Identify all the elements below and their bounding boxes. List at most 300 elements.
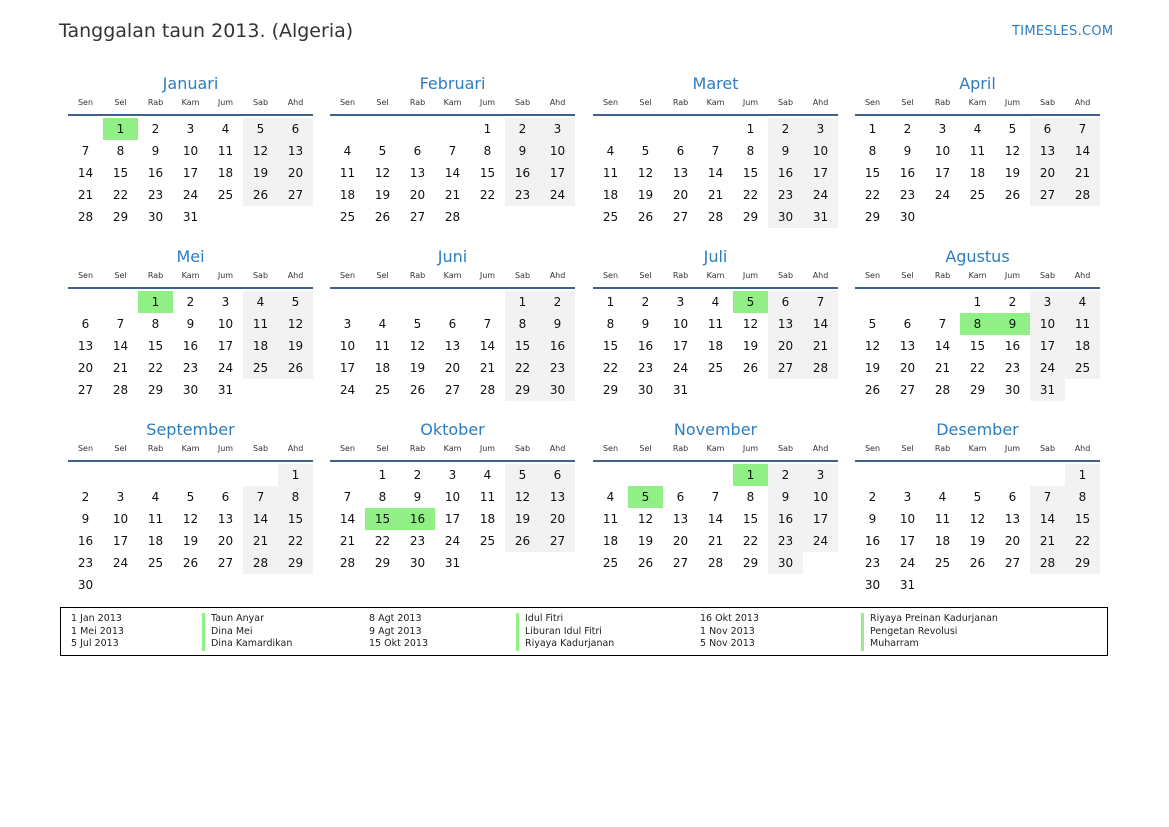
weekday-label: Ahd (1074, 98, 1091, 107)
weekday-label: Kam (706, 271, 725, 280)
weekday-label: Rab (409, 444, 426, 453)
empty-day-cell (540, 206, 575, 228)
empty-day-cell (698, 118, 733, 140)
week-row (68, 486, 313, 508)
weekday-label: Sab (252, 98, 269, 107)
month-name: Oktober (420, 420, 485, 439)
day-cell: 19 (243, 162, 278, 184)
day-cell: 15 (602, 339, 619, 353)
week-row (855, 118, 1100, 140)
day-cell: 31 (182, 210, 199, 224)
day-cell: 20 (77, 361, 94, 375)
day-cell: 10 (934, 144, 951, 158)
day-cell: 19 (969, 534, 986, 548)
week-row (855, 552, 1100, 574)
day-cell: 20 (672, 534, 689, 548)
week-row (330, 508, 575, 530)
day-cell: 22 (374, 534, 391, 548)
weekday-label: Sen (77, 444, 94, 453)
day-cell: 8 (868, 144, 877, 158)
day-cell: 4 (606, 490, 615, 504)
day-cell: 7 (1065, 118, 1100, 140)
day-cell: 1 (973, 295, 982, 309)
day-cell: 21 (112, 361, 129, 375)
empty-day-cell (925, 464, 960, 486)
month-juli (593, 245, 838, 401)
day-cell: 2 (186, 295, 195, 309)
weekday-label: Sel (114, 271, 127, 280)
weekday-header (68, 269, 313, 289)
weekday-label: Kam (968, 271, 987, 280)
day-cell: 24 (1030, 357, 1065, 379)
legend-holiday-name: Riyaya Preinan Kadurjanan (861, 613, 998, 626)
empty-day-cell (628, 118, 663, 140)
day-cell: 10 (803, 140, 838, 162)
day-cell: 9 (540, 313, 575, 335)
day-cell: 24 (339, 383, 356, 397)
holiday-day-cell: 16 (400, 508, 435, 530)
day-cell: 25 (339, 210, 356, 224)
day-cell: 10 (112, 512, 129, 526)
week-row (855, 574, 1100, 596)
day-cell: 30 (864, 578, 881, 592)
legend-holiday-name: Pengetan Revolusi (861, 626, 998, 639)
day-cell: 19 (864, 361, 881, 375)
day-cell: 7 (938, 317, 947, 331)
day-cell: 16 (1004, 339, 1021, 353)
day-cell: 25 (1065, 357, 1100, 379)
day-cell: 21 (339, 534, 356, 548)
month-name: April (959, 74, 996, 93)
weekday-label: Kam (181, 98, 200, 107)
empty-day-cell (103, 464, 138, 486)
empty-day-cell (1030, 206, 1065, 228)
empty-day-cell (68, 291, 103, 313)
week-row (330, 464, 575, 486)
day-cell: 28 (803, 357, 838, 379)
empty-day-cell (173, 574, 208, 596)
day-cell: 26 (182, 556, 199, 570)
weekday-header (855, 269, 1100, 289)
day-cell: 17 (112, 534, 129, 548)
day-cell: 17 (444, 512, 461, 526)
day-cell: 6 (278, 118, 313, 140)
empty-day-cell (400, 291, 435, 313)
day-cell: 31 (672, 383, 689, 397)
day-cell: 23 (864, 556, 881, 570)
day-cell: 28 (934, 383, 951, 397)
day-cell: 14 (444, 166, 461, 180)
day-cell: 9 (768, 140, 803, 162)
day-cell: 14 (803, 313, 838, 335)
day-cell: 28 (243, 552, 278, 574)
empty-day-cell (1065, 206, 1100, 228)
empty-day-cell (1030, 574, 1065, 596)
day-cell: 11 (217, 144, 234, 158)
weekday-label: Rab (672, 271, 689, 280)
weekday-label: Sab (514, 444, 531, 453)
day-cell: 23 (540, 357, 575, 379)
weekday-label: Ahd (287, 444, 304, 453)
week-row (593, 530, 838, 552)
weekday-label: Kam (443, 444, 462, 453)
empty-day-cell (505, 552, 540, 574)
weekday-label: Rab (934, 444, 951, 453)
weekday-label: Kam (706, 444, 725, 453)
week-row (855, 184, 1100, 206)
day-cell: 7 (116, 317, 125, 331)
day-cell: 4 (343, 144, 352, 158)
day-cell: 27 (77, 383, 94, 397)
empty-day-cell (855, 291, 890, 313)
weekday-label: Sel (114, 444, 127, 453)
day-cell: 23 (899, 188, 916, 202)
empty-day-cell (960, 464, 995, 486)
day-cell: 3 (676, 295, 685, 309)
day-cell: 25 (479, 534, 496, 548)
day-cell: 15 (969, 339, 986, 353)
weekday-label: Rab (934, 271, 951, 280)
day-cell: 17 (803, 508, 838, 530)
day-cell: 30 (768, 552, 803, 574)
week-row (855, 508, 1100, 530)
empty-day-cell (925, 206, 960, 228)
day-cell: 14 (243, 508, 278, 530)
week-row (855, 206, 1100, 228)
week-row (593, 140, 838, 162)
month-name: Januari (162, 74, 219, 93)
day-cell: 28 (707, 210, 724, 224)
empty-day-cell (278, 206, 313, 228)
day-cell: 26 (1004, 188, 1021, 202)
legend-dates-col-3 (700, 613, 759, 651)
empty-day-cell (330, 464, 365, 486)
day-cell: 18 (602, 534, 619, 548)
day-cell: 6 (676, 490, 685, 504)
legend-date: 9 Agt 2013 (369, 625, 422, 637)
day-cell: 27 (672, 210, 689, 224)
weekday-label: Jum (742, 98, 759, 107)
day-cell: 4 (606, 144, 615, 158)
holiday-day-cell: 15 (365, 508, 400, 530)
week-row (68, 379, 313, 401)
weekday-header (593, 269, 838, 289)
day-cell: 9 (768, 486, 803, 508)
day-cell: 18 (339, 188, 356, 202)
legend-names-col-3 (861, 613, 998, 651)
day-cell: 14 (479, 339, 496, 353)
weekday-label: Sel (114, 98, 127, 107)
weekday-label: Ahd (549, 271, 566, 280)
weekday-label: Kam (968, 98, 987, 107)
day-cell: 22 (1065, 530, 1100, 552)
empty-day-cell (278, 574, 313, 596)
day-cell: 5 (641, 144, 650, 158)
day-cell: 18 (934, 534, 951, 548)
day-cell: 29 (374, 556, 391, 570)
day-cell: 29 (1065, 552, 1100, 574)
week-row (68, 206, 313, 228)
week-row (68, 291, 313, 313)
day-cell: 17 (339, 361, 356, 375)
day-cell: 24 (803, 184, 838, 206)
day-cell: 14 (77, 166, 94, 180)
weekday-label: Rab (409, 98, 426, 107)
day-cell: 19 (1004, 166, 1021, 180)
day-cell: 3 (1030, 291, 1065, 313)
day-cell: 11 (707, 317, 724, 331)
empty-day-cell (330, 291, 365, 313)
weekday-label: Kam (181, 271, 200, 280)
weekday-label: Jum (217, 98, 234, 107)
day-cell: 3 (448, 468, 457, 482)
week-row (593, 379, 838, 401)
day-cell: 1 (378, 468, 387, 482)
day-cell: 30 (1004, 383, 1021, 397)
day-cell: 19 (742, 339, 759, 353)
day-cell: 16 (637, 339, 654, 353)
day-cell: 27 (540, 530, 575, 552)
day-cell: 3 (938, 122, 947, 136)
empty-day-cell (365, 118, 400, 140)
weekday-label: Sel (639, 98, 652, 107)
day-cell: 23 (147, 188, 164, 202)
day-cell: 3 (540, 118, 575, 140)
weekday-label: Rab (147, 271, 164, 280)
day-cell: 5 (413, 317, 422, 331)
day-cell: 19 (637, 188, 654, 202)
day-cell: 16 (540, 335, 575, 357)
day-cell: 15 (742, 166, 759, 180)
week-row (68, 118, 313, 140)
weekday-label: Rab (672, 98, 689, 107)
week-row (593, 357, 838, 379)
day-cell: 4 (151, 490, 160, 504)
day-cell: 21 (243, 530, 278, 552)
empty-day-cell (995, 206, 1030, 228)
day-cell: 30 (540, 379, 575, 401)
weekday-label: Jum (1004, 271, 1021, 280)
week-row (855, 140, 1100, 162)
day-cell: 21 (1065, 162, 1100, 184)
day-cell: 20 (1030, 162, 1065, 184)
day-cell: 13 (278, 140, 313, 162)
day-cell: 6 (768, 291, 803, 313)
weekday-label: Sen (77, 98, 94, 107)
day-cell: 10 (217, 317, 234, 331)
empty-day-cell (470, 206, 505, 228)
day-cell: 4 (378, 317, 387, 331)
weekday-label: Sen (864, 444, 881, 453)
weekday-label: Sen (602, 444, 619, 453)
day-cell: 12 (1004, 144, 1021, 158)
empty-day-cell (208, 206, 243, 228)
day-cell: 29 (505, 379, 540, 401)
day-cell: 13 (672, 166, 689, 180)
day-cell: 23 (409, 534, 426, 548)
day-cell: 22 (742, 534, 759, 548)
day-cell: 21 (934, 361, 951, 375)
week-row (593, 464, 838, 486)
legend-date: 5 Jul 2013 (71, 638, 119, 649)
empty-day-cell (663, 464, 698, 486)
weekday-label: Sab (1039, 271, 1056, 280)
week-row (68, 162, 313, 184)
week-row (330, 552, 575, 574)
day-cell: 24 (182, 188, 199, 202)
legend-dates-col-1 (71, 613, 124, 651)
day-cell: 21 (77, 188, 94, 202)
day-cell: 6 (413, 144, 422, 158)
day-cell: 19 (637, 534, 654, 548)
empty-day-cell (803, 379, 838, 401)
month-september (68, 418, 313, 596)
week-row (68, 357, 313, 379)
week-row (68, 313, 313, 335)
day-cell: 3 (803, 118, 838, 140)
day-cell: 17 (217, 339, 234, 353)
weekday-label: Sen (339, 444, 356, 453)
day-cell: 12 (505, 486, 540, 508)
day-cell: 17 (182, 166, 199, 180)
day-cell: 12 (182, 512, 199, 526)
week-row (68, 184, 313, 206)
day-cell: 24 (112, 556, 129, 570)
weekday-header (68, 96, 313, 116)
day-cell: 17 (803, 162, 838, 184)
empty-day-cell (698, 464, 733, 486)
day-cell: 3 (186, 122, 195, 136)
legend-holiday-name: Dina Mei (202, 626, 292, 639)
weekday-label: Sab (777, 444, 794, 453)
day-cell: 7 (483, 317, 492, 331)
day-cell: 29 (147, 383, 164, 397)
week-row (68, 574, 313, 596)
week-row (330, 206, 575, 228)
day-cell: 30 (637, 383, 654, 397)
weekday-label: Ahd (549, 444, 566, 453)
day-cell: 23 (768, 184, 803, 206)
day-cell: 25 (217, 188, 234, 202)
day-cell: 15 (479, 166, 496, 180)
day-cell: 10 (803, 486, 838, 508)
month-name: Juli (703, 247, 728, 266)
day-cell: 25 (147, 556, 164, 570)
weekday-label: Kam (443, 98, 462, 107)
weekday-label: Sab (252, 444, 269, 453)
weekday-label: Kam (181, 444, 200, 453)
day-cell: 20 (217, 534, 234, 548)
week-row (593, 508, 838, 530)
day-cell: 15 (742, 512, 759, 526)
empty-day-cell (470, 291, 505, 313)
weekday-label: Sen (864, 98, 881, 107)
day-cell: 8 (1065, 486, 1100, 508)
weekday-label: Jum (1004, 98, 1021, 107)
day-cell: 18 (1065, 335, 1100, 357)
day-cell: 6 (81, 317, 90, 331)
day-cell: 19 (182, 534, 199, 548)
day-cell: 9 (413, 490, 422, 504)
week-row (593, 184, 838, 206)
day-cell: 23 (505, 184, 540, 206)
day-cell: 14 (707, 512, 724, 526)
day-cell: 5 (186, 490, 195, 504)
day-cell: 27 (1004, 556, 1021, 570)
day-cell: 3 (803, 464, 838, 486)
week-row (330, 140, 575, 162)
day-cell: 25 (934, 556, 951, 570)
month-januari (68, 72, 313, 228)
day-cell: 11 (147, 512, 164, 526)
month-mei (68, 245, 313, 401)
legend-date: 15 Okt 2013 (369, 638, 429, 649)
day-cell: 14 (707, 166, 724, 180)
legend-date: 8 Agt 2013 (369, 613, 422, 624)
day-cell: 4 (711, 295, 720, 309)
weekday-header (593, 96, 838, 116)
day-cell: 16 (77, 534, 94, 548)
day-cell: 28 (77, 210, 94, 224)
weekday-label: Sel (901, 271, 914, 280)
day-cell: 12 (278, 313, 313, 335)
day-cell: 20 (540, 508, 575, 530)
legend-date: 16 Okt 2013 (700, 613, 760, 624)
day-cell: 4 (973, 122, 982, 136)
day-cell: 9 (505, 140, 540, 162)
day-cell: 22 (112, 188, 129, 202)
day-cell: 17 (540, 162, 575, 184)
empty-day-cell (663, 118, 698, 140)
empty-day-cell (470, 552, 505, 574)
legend-holiday-name: Dina Kamardikan (202, 638, 292, 651)
day-cell: 3 (221, 295, 230, 309)
day-cell: 25 (602, 210, 619, 224)
weekday-header (330, 96, 575, 116)
holiday-day-cell: 5 (733, 291, 768, 313)
day-cell: 31 (899, 578, 916, 592)
day-cell: 9 (903, 144, 912, 158)
weekday-label: Jum (217, 444, 234, 453)
day-cell: 8 (278, 486, 313, 508)
day-cell: 1 (1065, 464, 1100, 486)
day-cell: 8 (116, 144, 125, 158)
empty-day-cell (540, 552, 575, 574)
legend-dates-col-2 (369, 613, 428, 651)
day-cell: 13 (77, 339, 94, 353)
day-cell: 7 (711, 144, 720, 158)
day-cell: 16 (768, 162, 803, 184)
empty-day-cell (243, 574, 278, 596)
day-cell: 26 (505, 530, 540, 552)
holiday-day-cell: 1 (733, 464, 768, 486)
day-cell: 27 (672, 556, 689, 570)
weekday-label: Sen (602, 271, 619, 280)
weekday-label: Sel (901, 444, 914, 453)
day-cell: 29 (742, 556, 759, 570)
week-row (855, 464, 1100, 486)
day-cell: 2 (540, 291, 575, 313)
brand-link[interactable]: TIMESLES.COM (1012, 24, 1114, 39)
day-cell: 23 (182, 361, 199, 375)
week-row (855, 335, 1100, 357)
day-cell: 10 (182, 144, 199, 158)
day-cell: 18 (479, 512, 496, 526)
day-cell: 6 (676, 144, 685, 158)
weekday-label: Sen (602, 98, 619, 107)
empty-day-cell (925, 291, 960, 313)
day-cell: 27 (899, 383, 916, 397)
